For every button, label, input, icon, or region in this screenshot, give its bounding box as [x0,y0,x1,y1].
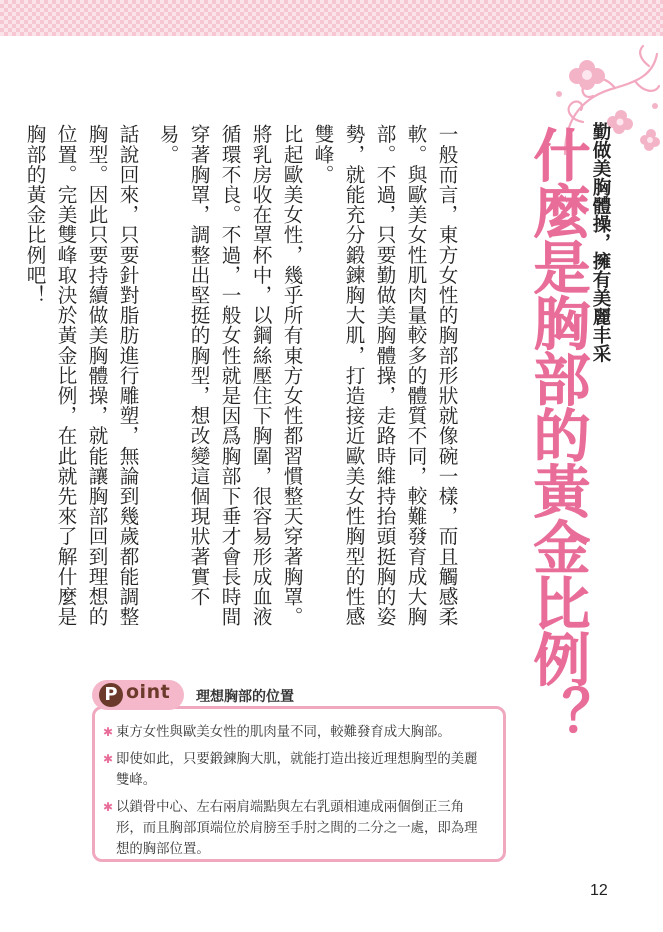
point-item-text: 東方女性與歐美女性的肌肉量不同，較難發育成大胸部。 [116,725,451,740]
point-badge [92,680,184,710]
decorative-top-border [0,0,663,36]
section-subtitle: 勤做美胸體操，擁有美麗丰采 [590,122,611,363]
point-badge-letter: P [99,683,123,707]
point-item [103,722,488,743]
section-title: 什麼是胸部的黃金比例？ [524,126,590,742]
point-item-text: 以鎖骨中心、左右兩肩端點與左右乳頭相連成兩個倒正三角形，而且胸部頂端位於肩膀至手肘之間的二分之一處，即為理想的胸部位置。 [116,800,478,857]
point-item [103,749,488,791]
asterisk-icon: ✱ [103,752,114,766]
body-paragraph: 比起歐美女性，幾乎所有東方女性都習慣整天穿著胸罩。將乳房收在罩杯中，以鋼絲壓住下胸圍，很容易形成血液循環不良。不過，一般女性就是因爲胸部下垂才會長時間穿著胸罩，調整出堅挺的胸型，想改變這個現狀著實不易。 [156,124,303,627]
point-badge-word: oint [126,681,171,703]
body-text [23,124,462,644]
asterisk-icon: ✱ [103,800,114,814]
point-list [103,722,488,866]
body-paragraph: 一般而言，東方女性的胸部形狀就像碗一樣，而且觸感柔軟。與歐美女性肌肉量較多的體質不同，較難發育成大胸部。不過，只要勤做美胸體操，走路時維持抬頭挺胸的姿勢，就能充分鍛鍊胸大肌，打造接近歐美女性胸型的性感雙峰。 [311,124,458,627]
asterisk-icon: ✱ [103,725,114,739]
point-label: 理想胸部的位置 [196,689,294,705]
body-paragraph: 話說回來，只要針對脂肪進行雕塑，無論到幾歲都能調整胸型。因此只要持續做美胸體操，就能讓胸部回到理想的位置。完美雙峰取決於黃金比例，在此就先來了解什麼是胸部的黃金比例吧！ [23,124,139,627]
point-item-text: 即使如此，只要鍛鍊胸大肌，就能打造出接近理想胸型的美麗雙峰。 [116,752,478,788]
page-number: 12 [590,882,608,899]
point-item [103,797,488,860]
